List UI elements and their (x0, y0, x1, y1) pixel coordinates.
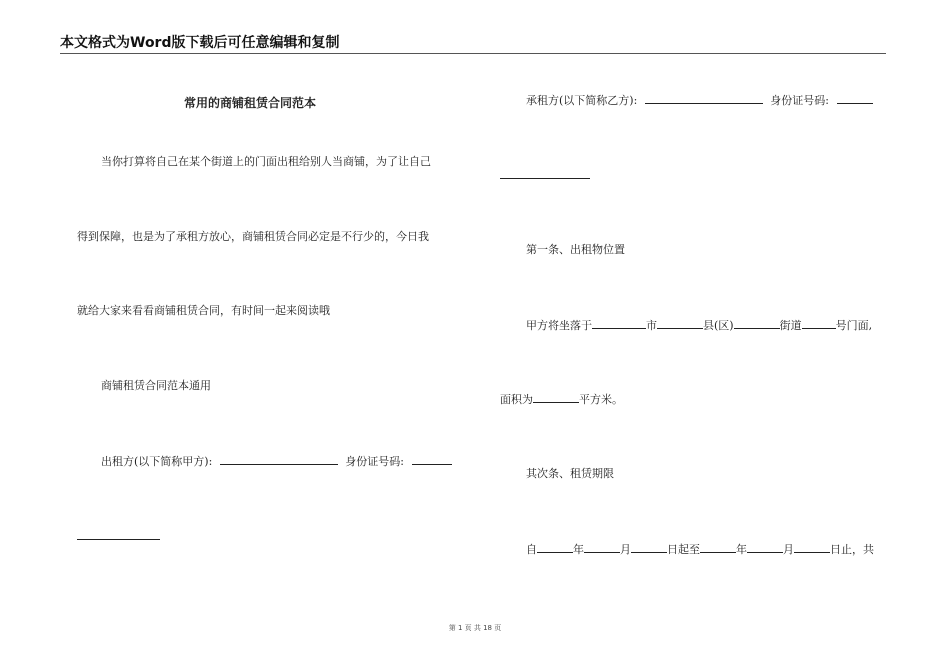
county-blank (657, 318, 703, 329)
area-text-a: 面积为 (500, 393, 533, 406)
lessee-id-blank-continued (500, 178, 590, 179)
lessor-line (101, 454, 452, 469)
intro-line-1: 当你打算将自己在某个街道上的门面出租给别人当商铺，为了让自己 (101, 155, 431, 168)
term-text-c: 月 (620, 543, 631, 556)
lessor-label: 出租方(以下简称甲方): (101, 455, 213, 468)
term-text-e: 年 (736, 543, 747, 556)
location-text-b: 市 (646, 319, 657, 332)
term-text-b: 年 (573, 543, 584, 556)
location-text-d: 街道 (779, 319, 802, 332)
page-number: 第 1 页 共 18 页 (448, 624, 502, 632)
lessee-line (526, 93, 873, 108)
street-blank (734, 318, 780, 329)
area-blank (533, 392, 579, 403)
intro-line-3: 就给大家来看看商铺租赁合同，有时间一起来阅读哦 (77, 304, 330, 317)
lessee-name-blank (645, 93, 763, 104)
term-text-g: 日止，共 (830, 543, 874, 556)
lessee-id-label: 身份证号码: (770, 94, 830, 107)
lessor-id-blank-continued (77, 539, 160, 540)
article-1-heading: 第一条、出租物位置 (526, 243, 625, 256)
city-blank (592, 318, 646, 329)
term-line (526, 542, 874, 557)
start-day-blank (631, 542, 667, 553)
start-month-blank (584, 542, 620, 553)
area-text-b: 平方米。 (579, 393, 623, 406)
section-subtitle: 商铺租赁合同范本通用 (101, 379, 211, 392)
lessee-id-blank (837, 93, 873, 104)
lessor-name-blank (220, 454, 338, 465)
number-blank (802, 318, 836, 329)
location-text-a: 甲方将坐落于 (526, 319, 592, 332)
term-text-a: 自 (526, 543, 537, 556)
end-year-blank (700, 542, 736, 553)
intro-line-2: 得到保障，也是为了承租方放心，商铺租赁合同必定是不行少的，今日我 (77, 230, 429, 243)
lessor-id-blank (412, 454, 452, 465)
document-header: 本文格式为Word版下载后可任意编辑和复制 (60, 33, 886, 54)
term-text-f: 月 (783, 543, 794, 556)
location-text-e: 号门面, (835, 319, 873, 332)
article-2-heading: 其次条、租赁期限 (526, 467, 614, 480)
location-text-c: 县(区) (703, 319, 734, 332)
location-line (526, 318, 872, 333)
start-year-blank (537, 542, 573, 553)
term-text-d: 日起至 (667, 543, 700, 556)
lessee-label: 承租方(以下简称乙方): (526, 94, 638, 107)
document-title: 常用的商铺租赁合同范本 (184, 96, 317, 110)
end-month-blank (747, 542, 783, 553)
lessor-id-label: 身份证号码: (345, 455, 405, 468)
end-day-blank (794, 542, 830, 553)
area-line (500, 392, 623, 407)
